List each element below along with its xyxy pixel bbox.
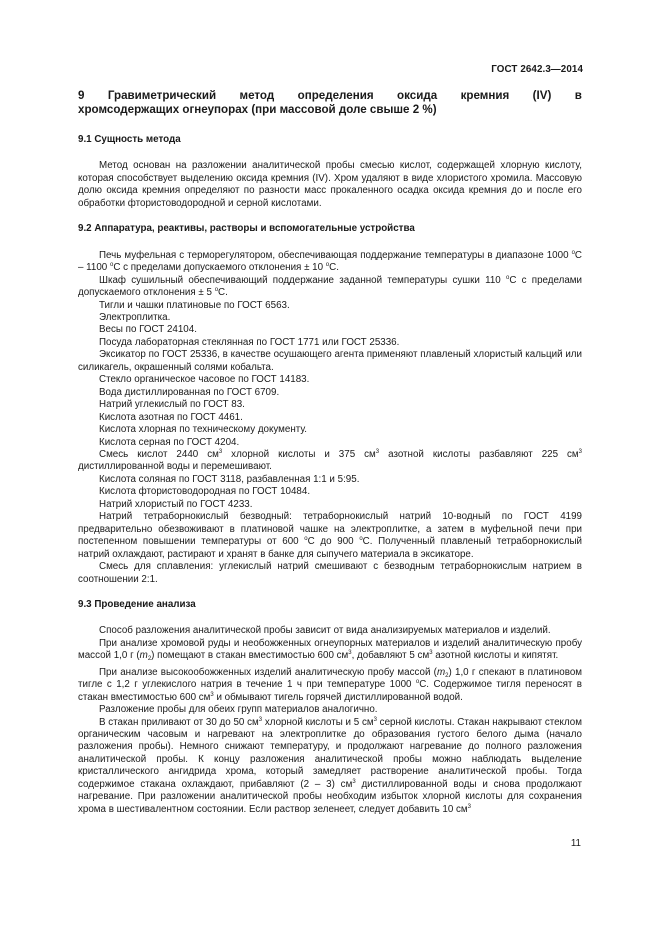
paragraph-fusion-mix: Смесь для сплавления: углекислый натрий смешивают с безводным тетраборнокислым натрием в соотношении 2:1.	[78, 561, 582, 585]
heading-word: метод	[239, 89, 275, 102]
list-item: Натрий углекислый по ГОСТ 83.	[99, 399, 245, 411]
heading-word: в	[574, 89, 582, 102]
subsection-9-3-heading: 9.3 Проведение анализа	[78, 598, 196, 610]
section-number: 9	[78, 89, 85, 102]
paragraph: Разложение пробы для обеих групп материалов аналогично.	[99, 704, 378, 716]
subsection-9-1-heading: 9.1 Сущность метода	[78, 134, 181, 145]
list-item: Эксикатор по ГОСТ 25336, в качестве осушающего агента применяют плавленый хлористый кальций или силикагель, окрашенный солями кобальта.	[78, 349, 582, 373]
heading-word: Гравиметрический	[107, 89, 217, 102]
list-item: Натрий хлористый по ГОСТ 4233.	[99, 498, 253, 510]
paragraph-decomposition: В стакан приливают от 30 до 50 $см^3$ хлорной кислоты и 5 $см^3$ серной кислоты. Стакан накрывают стеклом органическим часовым и нагревают на электроплитке до образования густого белого дыма (начало разложения пробы). Немного снижают температуру, и продолжают нагревание до полного разложения аналитической пробы. К концу разложения аналитической пробы можно наблюдать выделение кристаллического ангидрида хрома, который замедляет растворение аналитической пробы. Тогда содержимое стакана охлаждают, прибавляют (2 – 3) $см^3$ дистиллированной воды и снова продолжают нагревание. При разложении аналитической пробы необходим избыток хлорной кислоты для сохранения хрома в шестивалентном состоянии. Если раствор зеленеет, следует добавить 10 $см^3$	[78, 716, 582, 815]
paragraph-acid-mix: Смесь кислот 2440 $см^3$ хлорной кислоты и 375 $см^3$ азотной кислоты разбавляют 225 $см^3$ дистиллированной воды и перемешивают.	[78, 448, 583, 473]
heading-word: (IV)	[532, 89, 552, 102]
paragraph-fired-products: При анализе высокообожженных изделий аналитическую пробу массой $(m_2)$ 1,0 г спекают в платиновом тигле с 1,2 г углекислого натрия в течение 1 ч при температуре 1000 $^o$C. Содержимое тигля переносят в стакан вместимостью 600 $см^3$ и обмывают тигель горячей дистиллированной водой.	[78, 666, 583, 703]
list-item: Кислота азотная по ГОСТ 4461.	[99, 411, 243, 423]
list-item: Стекло органическое часовое по ГОСТ 14183.	[99, 374, 310, 386]
heading-line-2: хромсодержащих огнеупорах (при массовой доле свыше 2 %)	[78, 103, 437, 116]
paragraph: Способ разложения аналитической пробы зависит от вида анализируемых материалов и изделий.	[99, 625, 551, 637]
list-item: Кислота фтористоводородная по ГОСТ 10484.	[99, 486, 311, 498]
heading-word: кремния	[460, 89, 510, 102]
list-item: Кислота серная по ГОСТ 4204.	[99, 436, 240, 448]
heading-word: определения	[297, 89, 374, 102]
section-9-heading	[78, 89, 582, 117]
paragraph-borax: Натрий тетраборнокислый безводный: тетраборнокислый натрий 10-водный по ГОСТ 4199 предварительно обезвоживают в платиновой чашке на электроплитке, а затем в муфельной печи при постепенном повышении температуры от 600 $^o$C до 900 $^o$C. Полученный плавленый тетраборнокислый натрий охлаждают, растирают и хранят в банке для сыпучего материала в эксикаторе.	[78, 511, 582, 560]
heading-word: оксида	[397, 89, 438, 102]
document-header: ГОСТ 2642.3—2014	[491, 64, 583, 75]
paragraph: Метод основан на разложении аналитической пробы смесью кислот, содержащей хлорную кислоту, которая способствует выделению оксида кремния (IV). Хром удаляют в виде хлористого хромила. Массовую долю оксида кремния определяют по разности масс прокаленного осадка оксида кремния до и после его обработки фтористоводородной и серной кислотами.	[78, 160, 582, 209]
list-item: Кислота хлорная по техническому документу.	[99, 424, 308, 436]
paragraph-chrome-ore: При анализе хромовой руды и необожженных огнеупорных материалов и изделий аналитическую пробу массой 1,0 г $(m_2)$ помещают в стакан вместимостью 600 $см^3$, добавляют 5 $см^3$ азотной кислоты и кипятят.	[78, 637, 582, 663]
list-item: Электроплитка.	[99, 311, 171, 323]
document-body	[78, 89, 582, 816]
list-item: Посуда лабораторная стеклянная по ГОСТ 1771 или ГОСТ 25336.	[99, 336, 400, 348]
list-item: Весы по ГОСТ 24104.	[99, 324, 197, 336]
paragraph-furnace: Печь муфельная с терморегулятором, обеспечивающая поддержание температуры в диапазоне 1000 $^o$C – 1100 $^o$C с пределами допускаемого отклонения ± 10 $^o$C.	[78, 249, 582, 274]
list-item: Кислота соляная по ГОСТ 3118, разбавленная 1:1 и 5:95.	[99, 473, 360, 485]
paragraph-cabinet: Шкаф сушильный обеспечивающий поддержание заданной температуры сушки 110 $^o$C с пределами допускаемого отклонения ± 5 $^o$C.	[78, 274, 582, 299]
list-item: Тигли и чашки платиновые по ГОСТ 6563.	[99, 299, 290, 311]
page-number: 11	[570, 838, 581, 849]
list-item: Вода дистиллированная по ГОСТ 6709.	[99, 386, 280, 398]
subsection-9-2-heading: 9.2 Аппаратура, реактивы, растворы и вспомогательные устройства	[78, 223, 415, 235]
